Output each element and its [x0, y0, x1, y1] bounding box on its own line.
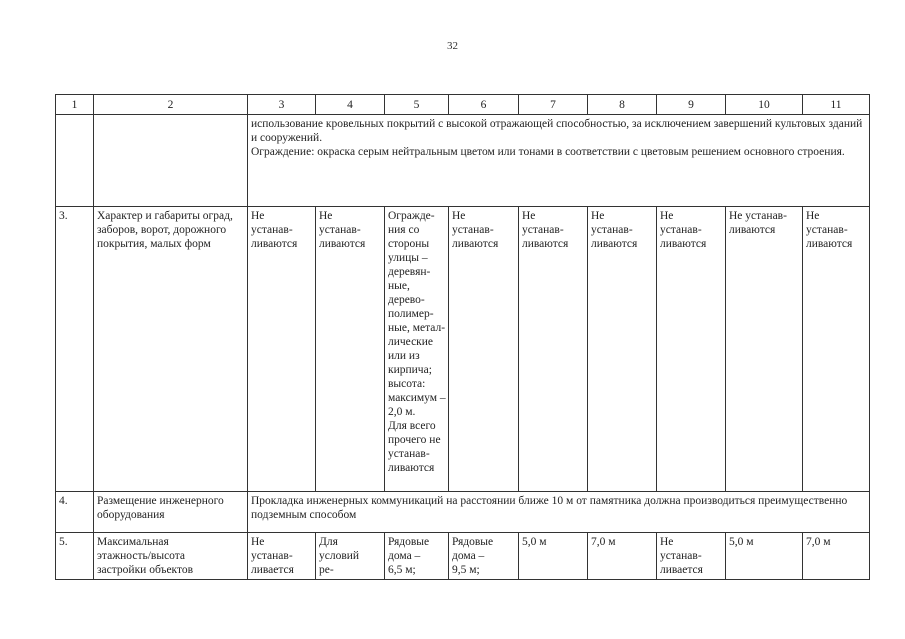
table-row-3 — [56, 207, 870, 492]
continuation-text-cell — [248, 115, 870, 207]
row5-col-6: Рядовые дома – 9,5 м; — [449, 533, 519, 580]
table-row-4 — [56, 492, 870, 533]
header-col-10: 10 — [726, 95, 803, 115]
fence-color-text: Ограждение: окраска серым нейтральным цветом или тонами в соответствии с цветовым решением основного строения. — [251, 146, 845, 158]
row3-col-4: Не устанав- ливаются — [316, 207, 385, 492]
row5-col-5: Рядовые дома – 6,5 м; — [385, 533, 449, 580]
row3-col-9: Не устанав- ливаются — [657, 207, 726, 492]
row5-col-10: 5,0 м — [726, 533, 803, 580]
row5-col-11: 7,0 м — [803, 533, 870, 580]
row4-text-cell: Прокладка инженерных коммуникаций на расстоянии ближе 10 м от памятника должна производиться преимущественно подземным способом — [248, 492, 870, 533]
row3-col-8: Не устанав- ливаются — [588, 207, 657, 492]
header-col-4: 4 — [316, 95, 385, 115]
row3-col-10: Не устанав- ливаются — [726, 207, 803, 492]
row3-col-3: Не устанав- ливаются — [248, 207, 316, 492]
row5-col-8: 7,0 м — [588, 533, 657, 580]
header-col-5: 5 — [385, 95, 449, 115]
page-number: 32 — [447, 40, 458, 52]
row-number: 4. — [56, 492, 94, 533]
header-col-9: 9 — [657, 95, 726, 115]
row3-col-5: Огражде- ния со стороны улицы – деревян- ные, дерево- полимер- ные, метал- лические или из кирпича; высота: максимум – 2,0 м. Для всего прочего не устанав- ливаются — [385, 207, 449, 492]
roofing-text: использование кровельных покрытий с высокой отражающей способностью, за исключением завершений культовых зданий и сооружений. — [251, 118, 863, 144]
header-col-1: 1 — [56, 95, 94, 115]
row-name: Характер и габариты оград, заборов, ворот, дорожного покрытия, малых форм — [94, 207, 248, 492]
continuation-num-cell — [56, 115, 94, 207]
row3-col-7: Не устанав- ливаются — [519, 207, 588, 492]
header-col-8: 8 — [588, 95, 657, 115]
row3-col-6: Не устанав- ливаются — [449, 207, 519, 492]
continuation-name-cell — [94, 115, 248, 207]
row5-col-7: 5,0 м — [519, 533, 588, 580]
table-row-5 — [56, 533, 870, 580]
row-name: Размещение инженерного оборудования — [94, 492, 248, 533]
row5-col-9: Не устанав- ливается — [657, 533, 726, 580]
header-col-6: 6 — [449, 95, 519, 115]
header-col-7: 7 — [519, 95, 588, 115]
header-col-2: 2 — [94, 95, 248, 115]
row3-col-11: Не устанав- ливаются — [803, 207, 870, 492]
continuation-row — [56, 115, 870, 207]
column-number-header-row — [56, 95, 870, 115]
row-name: Максимальная этажность/высота застройки объектов — [94, 533, 248, 580]
row-number: 3. — [56, 207, 94, 492]
row-number: 5. — [56, 533, 94, 580]
row5-col-3: Не устанав- ливается — [248, 533, 316, 580]
row5-col-4: Для условий ре- — [316, 533, 385, 580]
regulations-table — [55, 94, 870, 580]
header-col-11: 11 — [803, 95, 870, 115]
header-col-3: 3 — [248, 95, 316, 115]
